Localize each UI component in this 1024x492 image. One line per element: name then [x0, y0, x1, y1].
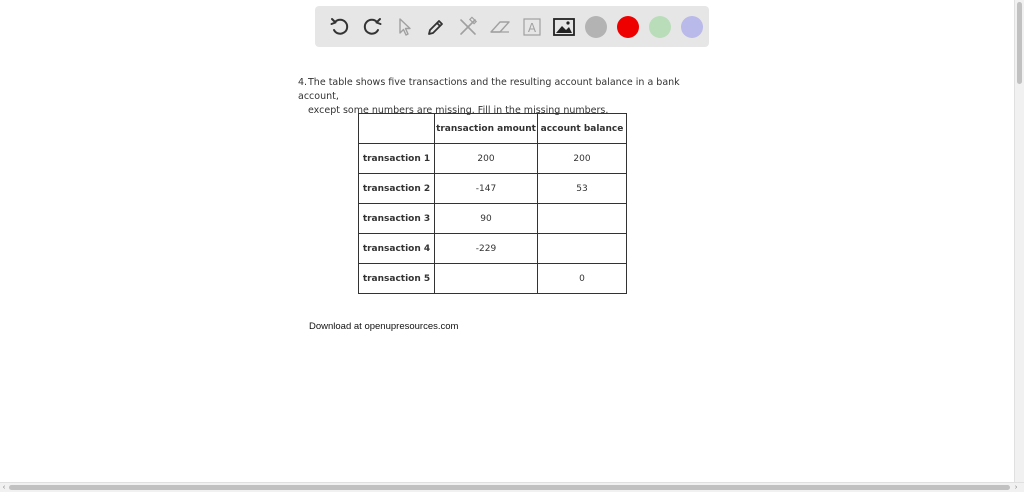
balance-cell: 0 — [538, 264, 627, 294]
table-row — [359, 234, 627, 264]
tools-icon — [457, 16, 479, 38]
transactions-table — [358, 113, 627, 294]
horizontal-scroll-thumb[interactable] — [9, 485, 1010, 490]
table-header-row — [359, 114, 627, 144]
text-tool-glyph: A — [527, 20, 537, 35]
undo-icon — [329, 16, 351, 38]
table-row — [359, 264, 627, 294]
redo-button[interactable] — [356, 11, 388, 43]
amount-cell: -229 — [435, 234, 538, 264]
horizontal-scrollbar[interactable] — [0, 482, 1024, 492]
text-tool-button[interactable] — [516, 11, 548, 43]
eraser-icon — [488, 16, 512, 38]
image-icon — [552, 16, 576, 38]
undo-button[interactable] — [324, 11, 356, 43]
balance-cell-empty — [538, 204, 627, 234]
amount-cell: -147 — [435, 174, 538, 204]
redo-icon — [361, 16, 383, 38]
problem-line-2: except some numbers are missing. Fill in the missing numbers. — [308, 105, 609, 116]
table-row — [359, 174, 627, 204]
pen-tool-button[interactable] — [420, 11, 452, 43]
text-icon — [521, 16, 543, 38]
row-label: transaction 2 — [359, 174, 435, 204]
pointer-icon — [393, 16, 415, 38]
table-header-corner — [359, 114, 435, 144]
color-swatch-green[interactable] — [649, 16, 671, 38]
scroll-left-arrow[interactable]: ‹ — [2, 484, 6, 491]
pen-icon — [425, 16, 447, 38]
amount-cell: 200 — [435, 144, 538, 174]
eraser-tool-button[interactable] — [484, 11, 516, 43]
pointer-tool-button[interactable] — [388, 11, 420, 43]
balance-cell: 200 — [538, 144, 627, 174]
color-swatch-purple[interactable] — [681, 16, 703, 38]
row-label: transaction 5 — [359, 264, 435, 294]
balance-cell: 53 — [538, 174, 627, 204]
table-row — [359, 144, 627, 174]
color-swatch-gray[interactable] — [585, 16, 607, 38]
table-header-amount: transaction amount — [435, 114, 538, 144]
row-label: transaction 1 — [359, 144, 435, 174]
row-label: transaction 4 — [359, 234, 435, 264]
image-tool-button[interactable] — [548, 11, 580, 43]
drawing-toolbar — [315, 6, 709, 47]
problem-line-1 — [298, 76, 698, 104]
table-row — [359, 204, 627, 234]
amount-cell: 90 — [435, 204, 538, 234]
color-swatch-red[interactable] — [617, 16, 639, 38]
scroll-right-arrow[interactable]: › — [1014, 484, 1018, 491]
balance-cell-empty — [538, 234, 627, 264]
amount-cell-empty — [435, 264, 538, 294]
download-note: Download at openupresources.com — [309, 321, 459, 332]
problem-number: 4. — [298, 77, 308, 88]
tools-button[interactable] — [452, 11, 484, 43]
vertical-scrollbar[interactable] — [1014, 0, 1024, 482]
row-label: transaction 3 — [359, 204, 435, 234]
table-header-balance: account balance — [538, 114, 627, 144]
problem-text-1: The table shows five transactions and the resulting account balance in a bank account, — [298, 77, 680, 102]
problem-statement — [298, 76, 698, 118]
vertical-scroll-thumb[interactable] — [1017, 2, 1022, 84]
